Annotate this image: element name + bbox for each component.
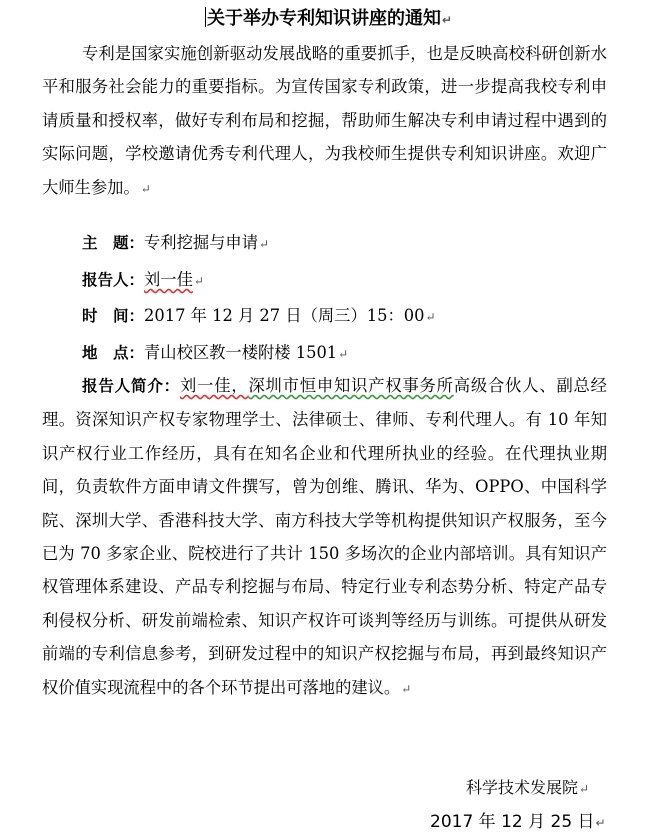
paragraph-mark: ↵ [140, 181, 151, 196]
time-value: 2017 年 12 月 27 日（周三）15：00 [144, 306, 425, 325]
paragraph-mark: ↵ [338, 347, 349, 361]
notice-title-line [0, 4, 657, 35]
time-label: 时 间： [82, 307, 145, 325]
issue-date-text: 2017 年 12 月 25 日 [430, 812, 595, 832]
place-line [82, 336, 348, 371]
paragraph-mark: ↵ [579, 782, 590, 796]
time-line [82, 299, 436, 334]
topic-label: 主 题： [82, 234, 145, 252]
bio-label: 报告人简介： [82, 377, 180, 395]
place-label: 地 点： [82, 344, 145, 362]
bio-text: 高级合伙人、副总经理。资深知识产权专家物理学士、法律硕士、律师、专利代理人。有 10 年知识产权行业工作经历，具有在知名企业和代理所执业的经验。在代理执业期间，负责软件方面申请文件撰写，曾为创维、腾讯、华为、OPPO、中国科学院、深圳大学、香港科技大学、南方科技大学等机构提供知识产权服务，至今已为 70 多家企业、院校进行了共计 150 多场次的企业内部培训。具有知识产权管理体系建设、产品专利挖掘与布局、特定行业专利态势分析、特定产品专利侵权分析、研发前端检索、知识产权许可谈判等经历与训练。可提供从研发前端的专利信息参考，到研发过程中的知识产权挖掘与布局，再到最终知识产权价值实现流程中的各个环节提出可落地的建议。 [42, 376, 607, 697]
department-name: 科学技术发展院 [466, 778, 579, 797]
paragraph-mark: ↵ [441, 13, 453, 27]
topic-value: 专利挖掘与申请 [144, 233, 258, 252]
topic-line [82, 226, 269, 261]
issue-date [430, 808, 606, 837]
paragraph-mark: ↵ [595, 816, 606, 830]
place-value: 青山校区教一楼附楼 1501 [144, 343, 338, 362]
bio-firm: 深圳市恒申知识产权事务所 [248, 376, 454, 395]
paragraph-mark: ↵ [401, 681, 412, 696]
issuing-department [466, 773, 589, 804]
paragraph-mark: ↵ [425, 310, 436, 324]
paragraph-mark: ↵ [259, 237, 270, 251]
speaker-value: 刘一佳 [144, 270, 193, 289]
speaker-bio-paragraph [42, 369, 607, 769]
speaker-label: 报告人： [82, 271, 145, 289]
bio-name: 刘一佳， [179, 376, 249, 395]
paragraph-mark: ↵ [193, 274, 204, 288]
intro-paragraph [42, 37, 607, 205]
text-cursor [205, 7, 206, 27]
notice-title: 关于举办专利知识讲座的通知 [206, 8, 441, 29]
speaker-line [82, 263, 204, 298]
intro-text: 专利是国家实施创新驱动发展战略的重要抓手，也是反映高校科研创新水平和服务社会能力的重要指标。为宣传国家专利政策，进一步提高我校专利申请质量和授权率，做好专利布局和挖掘，帮助师生解决专利申请过程中遇到的实际问题，学校邀请优秀专利代理人，为我校师生提供专利知识讲座。欢迎广大师生参加。 [42, 44, 607, 197]
